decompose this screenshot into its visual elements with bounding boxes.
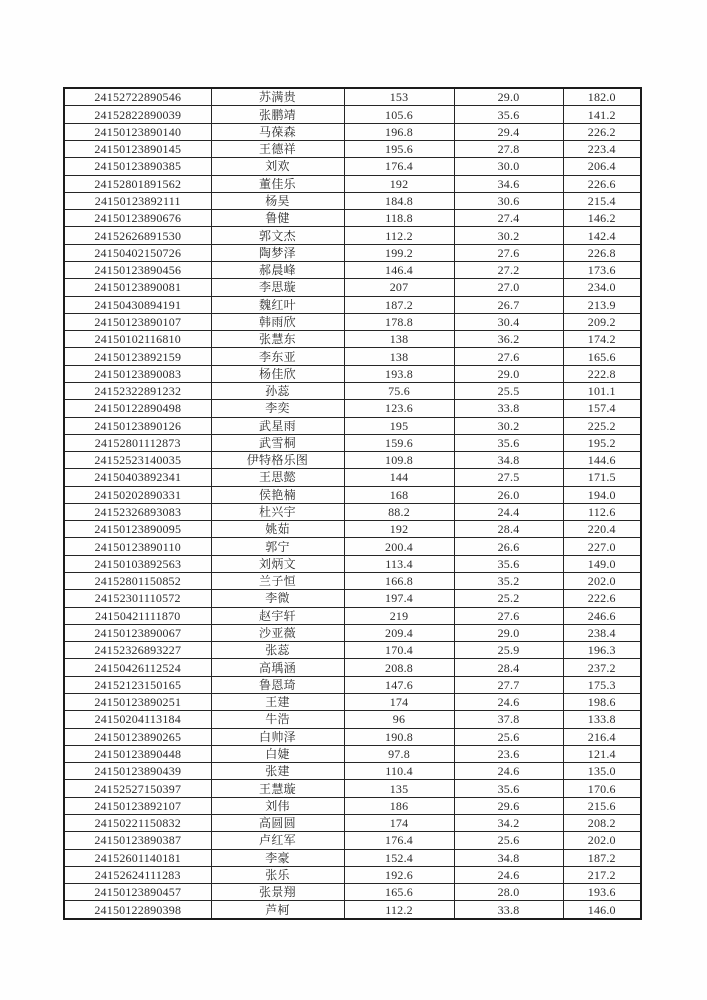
total-score-cell: 246.6: [563, 607, 641, 624]
score1-cell: 187.2: [344, 296, 454, 313]
exam-id-cell: 24150202890331: [64, 486, 211, 503]
total-score-cell: 225.2: [563, 417, 641, 434]
exam-id-cell: 24150123890439: [64, 763, 211, 780]
score2-cell: 27.4: [454, 210, 563, 227]
name-cell: 白帅泽: [211, 728, 344, 745]
name-cell: 杨昊: [211, 192, 344, 209]
table-row: [64, 503, 641, 520]
total-score-cell: 206.4: [563, 158, 641, 175]
name-cell: 王思懿: [211, 469, 344, 486]
score1-cell: 75.6: [344, 382, 454, 399]
total-score-cell: 194.0: [563, 486, 641, 503]
exam-id-cell: 24150123890107: [64, 313, 211, 330]
name-cell: 张乐: [211, 866, 344, 883]
table-row: [64, 348, 641, 365]
score2-cell: 27.8: [454, 141, 563, 158]
exam-id-cell: 24150123890448: [64, 745, 211, 762]
score2-cell: 25.5: [454, 382, 563, 399]
name-cell: 武星雨: [211, 417, 344, 434]
score-table-body: [64, 88, 641, 919]
total-score-cell: 222.8: [563, 365, 641, 382]
score2-cell: 24.6: [454, 763, 563, 780]
table-row: [64, 538, 641, 555]
score2-cell: 23.6: [454, 745, 563, 762]
score1-cell: 109.8: [344, 452, 454, 469]
table-row: [64, 106, 641, 123]
score1-cell: 184.8: [344, 192, 454, 209]
total-score-cell: 226.8: [563, 244, 641, 261]
table-row: [64, 365, 641, 382]
exam-id-cell: 24152801150852: [64, 573, 211, 590]
score2-cell: 33.8: [454, 901, 563, 919]
total-score-cell: 144.6: [563, 452, 641, 469]
score2-cell: 33.8: [454, 400, 563, 417]
name-cell: 兰子恒: [211, 573, 344, 590]
total-score-cell: 170.6: [563, 780, 641, 797]
exam-id-cell: 24150123890095: [64, 521, 211, 538]
score1-cell: 174: [344, 694, 454, 711]
table-row: [64, 296, 641, 313]
total-score-cell: 237.2: [563, 659, 641, 676]
exam-id-cell: 24152523140035: [64, 452, 211, 469]
score2-cell: 24.6: [454, 694, 563, 711]
table-row: [64, 884, 641, 901]
score1-cell: 147.6: [344, 676, 454, 693]
total-score-cell: 220.4: [563, 521, 641, 538]
score2-cell: 27.2: [454, 261, 563, 278]
score1-cell: 88.2: [344, 503, 454, 520]
total-score-cell: 208.2: [563, 814, 641, 831]
total-score-cell: 222.6: [563, 590, 641, 607]
total-score-cell: 142.4: [563, 227, 641, 244]
score1-cell: 192.6: [344, 866, 454, 883]
name-cell: 孙蕊: [211, 382, 344, 399]
score1-cell: 146.4: [344, 261, 454, 278]
table-row: [64, 434, 641, 451]
score1-cell: 152.4: [344, 849, 454, 866]
score2-cell: 29.6: [454, 797, 563, 814]
exam-id-cell: 24152123150165: [64, 676, 211, 693]
score1-cell: 192: [344, 175, 454, 192]
exam-id-cell: 24150123890083: [64, 365, 211, 382]
score1-cell: 123.6: [344, 400, 454, 417]
total-score-cell: 213.9: [563, 296, 641, 313]
score-table: [63, 87, 642, 920]
total-score-cell: 215.4: [563, 192, 641, 209]
exam-id-cell: 24152322891232: [64, 382, 211, 399]
total-score-cell: 165.6: [563, 348, 641, 365]
score2-cell: 25.2: [454, 590, 563, 607]
score1-cell: 178.8: [344, 313, 454, 330]
table-row: [64, 521, 641, 538]
score1-cell: 190.8: [344, 728, 454, 745]
exam-id-cell: 24150123892111: [64, 192, 211, 209]
score1-cell: 96: [344, 711, 454, 728]
score1-cell: 118.8: [344, 210, 454, 227]
name-cell: 杜兴宇: [211, 503, 344, 520]
table-row: [64, 659, 641, 676]
total-score-cell: 149.0: [563, 555, 641, 572]
score1-cell: 186: [344, 797, 454, 814]
score1-cell: 168: [344, 486, 454, 503]
total-score-cell: 171.5: [563, 469, 641, 486]
score2-cell: 35.6: [454, 434, 563, 451]
score1-cell: 192: [344, 521, 454, 538]
name-cell: 牛浩: [211, 711, 344, 728]
exam-id-cell: 24152624111283: [64, 866, 211, 883]
score2-cell: 25.9: [454, 642, 563, 659]
total-score-cell: 187.2: [563, 849, 641, 866]
score2-cell: 29.0: [454, 88, 563, 106]
table-row: [64, 313, 641, 330]
total-score-cell: 223.4: [563, 141, 641, 158]
exam-id-cell: 24152326893227: [64, 642, 211, 659]
name-cell: 张蕊: [211, 642, 344, 659]
table-row: [64, 88, 641, 106]
table-row: [64, 832, 641, 849]
table-row: [64, 642, 641, 659]
exam-id-cell: 24150123892107: [64, 797, 211, 814]
score2-cell: 25.6: [454, 832, 563, 849]
name-cell: 赵宇轩: [211, 607, 344, 624]
score2-cell: 26.7: [454, 296, 563, 313]
total-score-cell: 141.2: [563, 106, 641, 123]
score2-cell: 37.8: [454, 711, 563, 728]
exam-id-cell: 24152601140181: [64, 849, 211, 866]
name-cell: 王慧璇: [211, 780, 344, 797]
score2-cell: 35.2: [454, 573, 563, 590]
score1-cell: 199.2: [344, 244, 454, 261]
exam-id-cell: 24152722890546: [64, 88, 211, 106]
name-cell: 韩雨欣: [211, 313, 344, 330]
score1-cell: 200.4: [344, 538, 454, 555]
score2-cell: 28.4: [454, 521, 563, 538]
score2-cell: 30.2: [454, 227, 563, 244]
total-score-cell: 234.0: [563, 279, 641, 296]
table-row: [64, 780, 641, 797]
score1-cell: 209.4: [344, 624, 454, 641]
score1-cell: 135: [344, 780, 454, 797]
exam-id-cell: 24152801112873: [64, 434, 211, 451]
score1-cell: 197.4: [344, 590, 454, 607]
total-score-cell: 121.4: [563, 745, 641, 762]
table-row: [64, 158, 641, 175]
total-score-cell: 146.2: [563, 210, 641, 227]
total-score-cell: 202.0: [563, 832, 641, 849]
exam-id-cell: 24152326893083: [64, 503, 211, 520]
table-row: [64, 797, 641, 814]
score1-cell: 207: [344, 279, 454, 296]
exam-id-cell: 24150123890385: [64, 158, 211, 175]
name-cell: 张建: [211, 763, 344, 780]
table-row: [64, 694, 641, 711]
name-cell: 李奕: [211, 400, 344, 417]
exam-id-cell: 24150426112524: [64, 659, 211, 676]
exam-id-cell: 24150204113184: [64, 711, 211, 728]
score2-cell: 28.0: [454, 884, 563, 901]
name-cell: 卢红军: [211, 832, 344, 849]
score2-cell: 25.6: [454, 728, 563, 745]
score2-cell: 24.6: [454, 866, 563, 883]
name-cell: 张景翔: [211, 884, 344, 901]
exam-id-cell: 24150123890457: [64, 884, 211, 901]
total-score-cell: 217.2: [563, 866, 641, 883]
exam-id-cell: 24152626891530: [64, 227, 211, 244]
table-row: [64, 624, 641, 641]
exam-id-cell: 24150122890398: [64, 901, 211, 919]
total-score-cell: 157.4: [563, 400, 641, 417]
exam-id-cell: 24150123890265: [64, 728, 211, 745]
score2-cell: 29.0: [454, 624, 563, 641]
score2-cell: 30.0: [454, 158, 563, 175]
score2-cell: 26.0: [454, 486, 563, 503]
name-cell: 董佳乐: [211, 175, 344, 192]
exam-id-cell: 24152822890039: [64, 106, 211, 123]
total-score-cell: 173.6: [563, 261, 641, 278]
name-cell: 武雪桐: [211, 434, 344, 451]
score2-cell: 27.5: [454, 469, 563, 486]
total-score-cell: 101.1: [563, 382, 641, 399]
score2-cell: 30.6: [454, 192, 563, 209]
exam-id-cell: 24150221150832: [64, 814, 211, 831]
name-cell: 李思璇: [211, 279, 344, 296]
name-cell: 郝晨峰: [211, 261, 344, 278]
score1-cell: 159.6: [344, 434, 454, 451]
name-cell: 伊特格乐图: [211, 452, 344, 469]
score2-cell: 35.6: [454, 780, 563, 797]
exam-id-cell: 24150123890456: [64, 261, 211, 278]
name-cell: 刘炳文: [211, 555, 344, 572]
total-score-cell: 215.6: [563, 797, 641, 814]
name-cell: 李微: [211, 590, 344, 607]
total-score-cell: 146.0: [563, 901, 641, 919]
score2-cell: 28.4: [454, 659, 563, 676]
score2-cell: 34.8: [454, 849, 563, 866]
score2-cell: 34.2: [454, 814, 563, 831]
score2-cell: 27.7: [454, 676, 563, 693]
exam-id-cell: 24150123892159: [64, 348, 211, 365]
total-score-cell: 238.4: [563, 624, 641, 641]
name-cell: 芦柯: [211, 901, 344, 919]
total-score-cell: 182.0: [563, 88, 641, 106]
name-cell: 李东亚: [211, 348, 344, 365]
score1-cell: 196.8: [344, 123, 454, 140]
table-row: [64, 573, 641, 590]
table-row: [64, 382, 641, 399]
table-row: [64, 866, 641, 883]
table-row: [64, 814, 641, 831]
name-cell: 张鹏靖: [211, 106, 344, 123]
score2-cell: 29.4: [454, 123, 563, 140]
exam-id-cell: 24150402150726: [64, 244, 211, 261]
score1-cell: 113.4: [344, 555, 454, 572]
total-score-cell: 202.0: [563, 573, 641, 590]
name-cell: 陶梦泽: [211, 244, 344, 261]
name-cell: 高圆圆: [211, 814, 344, 831]
name-cell: 郭文杰: [211, 227, 344, 244]
exam-id-cell: 24150123890126: [64, 417, 211, 434]
score1-cell: 97.8: [344, 745, 454, 762]
score2-cell: 27.0: [454, 279, 563, 296]
exam-id-cell: 24150123890081: [64, 279, 211, 296]
table-row: [64, 849, 641, 866]
table-row: [64, 261, 641, 278]
name-cell: 白婕: [211, 745, 344, 762]
table-row: [64, 192, 641, 209]
score1-cell: 138: [344, 348, 454, 365]
score1-cell: 195: [344, 417, 454, 434]
score2-cell: 26.6: [454, 538, 563, 555]
total-score-cell: 196.3: [563, 642, 641, 659]
exam-id-cell: 24150430894191: [64, 296, 211, 313]
name-cell: 沙亚薇: [211, 624, 344, 641]
name-cell: 鲁恩琦: [211, 676, 344, 693]
name-cell: 高瑀涵: [211, 659, 344, 676]
score1-cell: 138: [344, 331, 454, 348]
exam-id-cell: 24150103892563: [64, 555, 211, 572]
score1-cell: 174: [344, 814, 454, 831]
total-score-cell: 135.0: [563, 763, 641, 780]
name-cell: 杨佳欣: [211, 365, 344, 382]
table-row: [64, 123, 641, 140]
table-row: [64, 763, 641, 780]
exam-id-cell: 24150123890140: [64, 123, 211, 140]
name-cell: 郭宁: [211, 538, 344, 555]
total-score-cell: 112.6: [563, 503, 641, 520]
table-row: [64, 210, 641, 227]
score1-cell: 110.4: [344, 763, 454, 780]
score1-cell: 112.2: [344, 227, 454, 244]
name-cell: 姚茹: [211, 521, 344, 538]
score1-cell: 165.6: [344, 884, 454, 901]
score2-cell: 34.6: [454, 175, 563, 192]
name-cell: 王建: [211, 694, 344, 711]
score2-cell: 35.6: [454, 106, 563, 123]
table-row: [64, 417, 641, 434]
table-row: [64, 452, 641, 469]
total-score-cell: 198.6: [563, 694, 641, 711]
exam-id-cell: 24150123890110: [64, 538, 211, 555]
name-cell: 张慧东: [211, 331, 344, 348]
exam-id-cell: 24150122890498: [64, 400, 211, 417]
score1-cell: 195.6: [344, 141, 454, 158]
score2-cell: 30.4: [454, 313, 563, 330]
table-row: [64, 175, 641, 192]
table-row: [64, 331, 641, 348]
score2-cell: 27.6: [454, 348, 563, 365]
name-cell: 鲁健: [211, 210, 344, 227]
exam-id-cell: 24150421111870: [64, 607, 211, 624]
score1-cell: 176.4: [344, 158, 454, 175]
table-row: [64, 555, 641, 572]
total-score-cell: 216.4: [563, 728, 641, 745]
total-score-cell: 209.2: [563, 313, 641, 330]
table-row: [64, 244, 641, 261]
name-cell: 侯艳楠: [211, 486, 344, 503]
score2-cell: 30.2: [454, 417, 563, 434]
score1-cell: 193.8: [344, 365, 454, 382]
table-row: [64, 901, 641, 919]
score2-cell: 34.8: [454, 452, 563, 469]
table-row: [64, 590, 641, 607]
score2-cell: 27.6: [454, 244, 563, 261]
exam-id-cell: 24150123890145: [64, 141, 211, 158]
name-cell: 马葆森: [211, 123, 344, 140]
table-row: [64, 728, 641, 745]
total-score-cell: 193.6: [563, 884, 641, 901]
score2-cell: 36.2: [454, 331, 563, 348]
score1-cell: 176.4: [344, 832, 454, 849]
exam-id-cell: 24150123890251: [64, 694, 211, 711]
name-cell: 王德祥: [211, 141, 344, 158]
total-score-cell: 226.2: [563, 123, 641, 140]
exam-id-cell: 24150123890676: [64, 210, 211, 227]
score2-cell: 24.4: [454, 503, 563, 520]
score1-cell: 166.8: [344, 573, 454, 590]
total-score-cell: 175.3: [563, 676, 641, 693]
total-score-cell: 174.2: [563, 331, 641, 348]
score2-cell: 27.6: [454, 607, 563, 624]
name-cell: 李豪: [211, 849, 344, 866]
exam-id-cell: 24150123890387: [64, 832, 211, 849]
name-cell: 魏红叶: [211, 296, 344, 313]
score1-cell: 105.6: [344, 106, 454, 123]
exam-id-cell: 24152301110572: [64, 590, 211, 607]
table-row: [64, 711, 641, 728]
name-cell: 苏满贵: [211, 88, 344, 106]
exam-id-cell: 24150403892341: [64, 469, 211, 486]
table-row: [64, 676, 641, 693]
score1-cell: 144: [344, 469, 454, 486]
name-cell: 刘伟: [211, 797, 344, 814]
total-score-cell: 195.2: [563, 434, 641, 451]
exam-id-cell: 24150123890067: [64, 624, 211, 641]
total-score-cell: 226.6: [563, 175, 641, 192]
exam-id-cell: 24152801891562: [64, 175, 211, 192]
name-cell: 刘欢: [211, 158, 344, 175]
table-row: [64, 469, 641, 486]
total-score-cell: 227.0: [563, 538, 641, 555]
score2-cell: 35.6: [454, 555, 563, 572]
table-row: [64, 607, 641, 624]
score1-cell: 153: [344, 88, 454, 106]
exam-id-cell: 24152527150397: [64, 780, 211, 797]
score1-cell: 219: [344, 607, 454, 624]
exam-id-cell: 24150102116810: [64, 331, 211, 348]
table-row: [64, 141, 641, 158]
total-score-cell: 133.8: [563, 711, 641, 728]
table-row: [64, 279, 641, 296]
table-row: [64, 400, 641, 417]
score1-cell: 208.8: [344, 659, 454, 676]
score2-cell: 29.0: [454, 365, 563, 382]
table-row: [64, 486, 641, 503]
score1-cell: 170.4: [344, 642, 454, 659]
table-row: [64, 745, 641, 762]
table-row: [64, 227, 641, 244]
score1-cell: 112.2: [344, 901, 454, 919]
